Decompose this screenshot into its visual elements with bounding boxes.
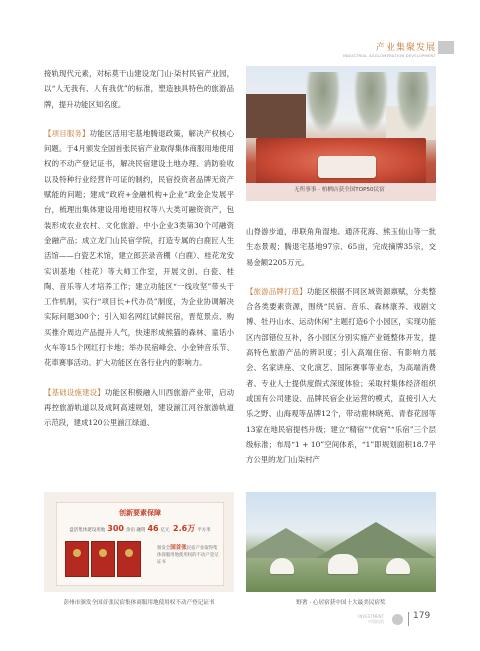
photo-tent xyxy=(386,558,410,574)
photo-tent xyxy=(328,554,358,574)
certificate-description: 颁发全国首张民宿产业取得集体商服用地使用权的不动产登记证书 xyxy=(157,545,219,565)
header-decoration-bar xyxy=(438,41,454,54)
photo-tree xyxy=(354,72,388,132)
right-text-column xyxy=(246,224,436,467)
stat-number: 300 xyxy=(107,524,124,533)
stat-number: 2.6万 xyxy=(173,524,196,533)
paragraph-body: 功能区根据不同区域资源禀赋，分类整合各类要素资源，围绕“民宿、音乐、森林康养、戏剧文博、牡丹山水、运动休闲”主题打造6个小园区，实现功能区内部错位互补，各小园区分别实施产业链整体开发，提高特色旅游产品的辨识度；引入高端住宿、有影响力展会、名家讲座、文化演艺、国际赛事等业态，为高端消费者、专业人士提供度假式深度体验；采取村集体经济组织或国有公司建设、品牌民宿企业运营的模式，直接引入大乐之野、山海观等品牌12个，带动鹿林晓苑、青春花园等13家在地民宿提档升级；建立“精宿”“优宿”“乐宿”三个层级标准；布局“1 + 10”空间体系，“1”即规划面积18.7平方公里的龙门山柒村产 xyxy=(246,286,436,465)
photo-building-left xyxy=(246,94,306,138)
continued-paragraph: 山脊游步道，串联角角湿地、通济花海、熊玉仙山等一批生态景观；腾退宅基地97宗、65亩，完成摘牌35宗，交易金额2205万元。 xyxy=(246,227,436,267)
section-tag: 【基础设施建设】 xyxy=(44,387,105,397)
photo-tent xyxy=(270,558,294,574)
photo-caption: 野奢 · 心居宿获中国十大最美民宿奖 xyxy=(296,600,386,606)
certificate-panel xyxy=(56,502,224,586)
certificate-book-icon xyxy=(65,541,89,577)
certificate-stats: 盘活集体建设用地 300 余亩 融资 46 亿元 2.6万 平方米 xyxy=(69,524,211,533)
photo-floating-tray xyxy=(318,156,376,178)
certificate-book-icon xyxy=(117,541,141,577)
section-subtitle: INDUSTRIAL AGGLOMERATION DEVELOPMENT xyxy=(343,54,436,58)
footer-divider xyxy=(408,612,409,626)
photo-tree xyxy=(306,72,340,132)
paragraph-body: 功能区活用宅基地腾退政策，解决产权核心问题。于4月颁发全国首张民宿产业取得集体商服用地使用权的不动产登记证书，解决民宿建设土地办理、消防验收以及特种行业经营许可证的制约，民宿投资者品牌无资产赋能的问题；建成“政府+金融机构+企业”政金企发展平台，梳理出集体建设用地使用权等八大类可融资资产，包装形成农业农村、文化旅游、中小企业3类第30个可融资金融产品；成立龙门山民宿学院，打造专属的白鹿匠人生活馆——白瓷艺术馆，建立郎芸录音棚（白鹿）、桂花龙安实训基地（桂花）等大师工作室，开展文创、白瓷、桂陶、音乐等人才培养工作；建立功能区“一线攻坚”带头干工作机制，实行“项目长+代办员”制度，为企业协调解决实际问题300个；引入知名网红试鲜民宿，晋览景点、购买推介周边产品提升人气，快速形成熊猫的森林、童话小火车等15个网红打卡地；举办民宿峰会、小金钟音乐节、花車赛事活动、扩大功能区在各行业内的影响力。 xyxy=(44,128,234,368)
paragraph-body: 功能区积极融入川西旅游产业带，启动再控旅游轨道以及成阿高速规划，建设湔江河谷旅游轨道示范段，建成120公里湔江绿道、 xyxy=(44,387,234,428)
footer-brand: INVESTMENT 中国投资 xyxy=(358,614,384,624)
section-title: 产业集聚发展 xyxy=(375,43,436,53)
project-service-paragraph xyxy=(44,126,234,371)
section-tag: 【项目服务】 xyxy=(44,128,90,138)
footer-logo-icon xyxy=(392,614,403,625)
glamping-photo xyxy=(246,492,436,592)
running-header xyxy=(343,40,436,58)
photo-caption: 彭州市颁发全国首张民宿集体商服用地使用权不动产登记证书 xyxy=(63,600,215,606)
tourism-brand-paragraph xyxy=(246,284,436,468)
certificate-book-icon xyxy=(91,541,115,577)
certificate-headline: 创新要素保障 xyxy=(119,509,161,517)
photo-tree xyxy=(396,72,430,132)
infrastructure-paragraph xyxy=(44,385,234,431)
left-text-column xyxy=(44,66,234,431)
photo-mountain xyxy=(316,522,436,558)
certificate-photo xyxy=(44,492,234,592)
section-tag: 【旅游品牌打造】 xyxy=(246,286,307,296)
photo-caption: 无所事事 · 柏栖店获全国TOP50民宿 xyxy=(294,187,385,193)
stat-number: 46 xyxy=(147,524,159,533)
intro-paragraph: 接轨现代元素，对标莫干山建设龙门山·柒村民宿产业园，以“人无我有、人有我优”的标准，塑造独具特色的旅游品牌，提升功能区知名度。 xyxy=(44,69,234,109)
hotel-pool-photo xyxy=(246,66,436,201)
page-number: 179 xyxy=(413,611,431,621)
